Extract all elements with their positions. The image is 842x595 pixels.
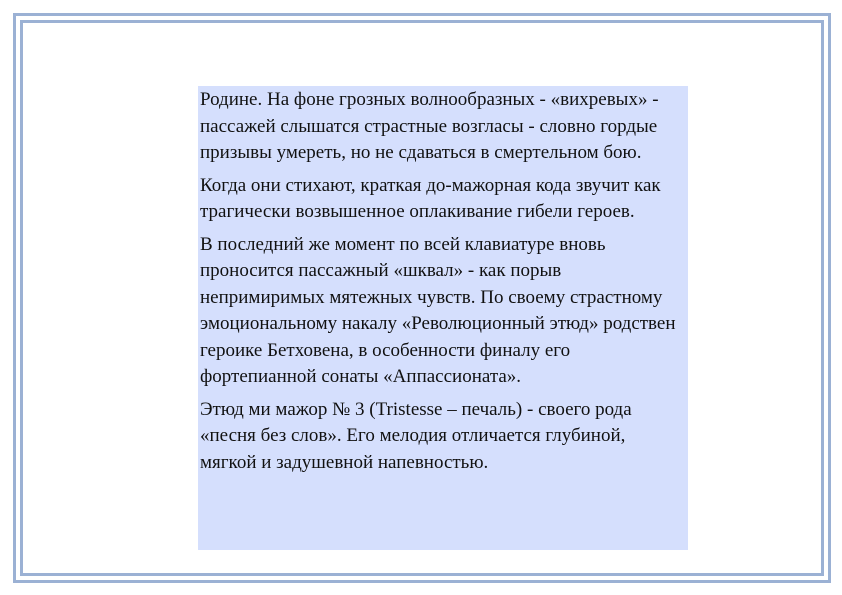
paragraph-1: Родине. На фоне грозных волнообразных - «вихревых» - пассажей слышатся страстные возгласы - словно гордые призывы умереть, но не сдаваться в смертельном бою.: [200, 89, 659, 163]
paragraph-3: В последний же момент по всей клавиатуре вновь проносится пассажный «шквал» - как порыв непримиримых мятежных чувств. По своему страстному эмоциональному накалу «Революционный этюд» родствен героике Бетховена, в особенности финалу его фортепианной сонаты «Аппассионата».: [200, 233, 676, 387]
paragraph-4: Этюд ми мажор № 3 (Tristesse – печаль) - своего рода «песня без слов». Его мелодия отличается глубиной, мягкой и задушевной напевностью.: [200, 398, 632, 473]
paragraph-2: Когда они стихают, краткая до-мажорная кода звучит как трагически возвышенное оплакивание гибели героев.: [200, 174, 661, 222]
text-box: [198, 86, 688, 550]
